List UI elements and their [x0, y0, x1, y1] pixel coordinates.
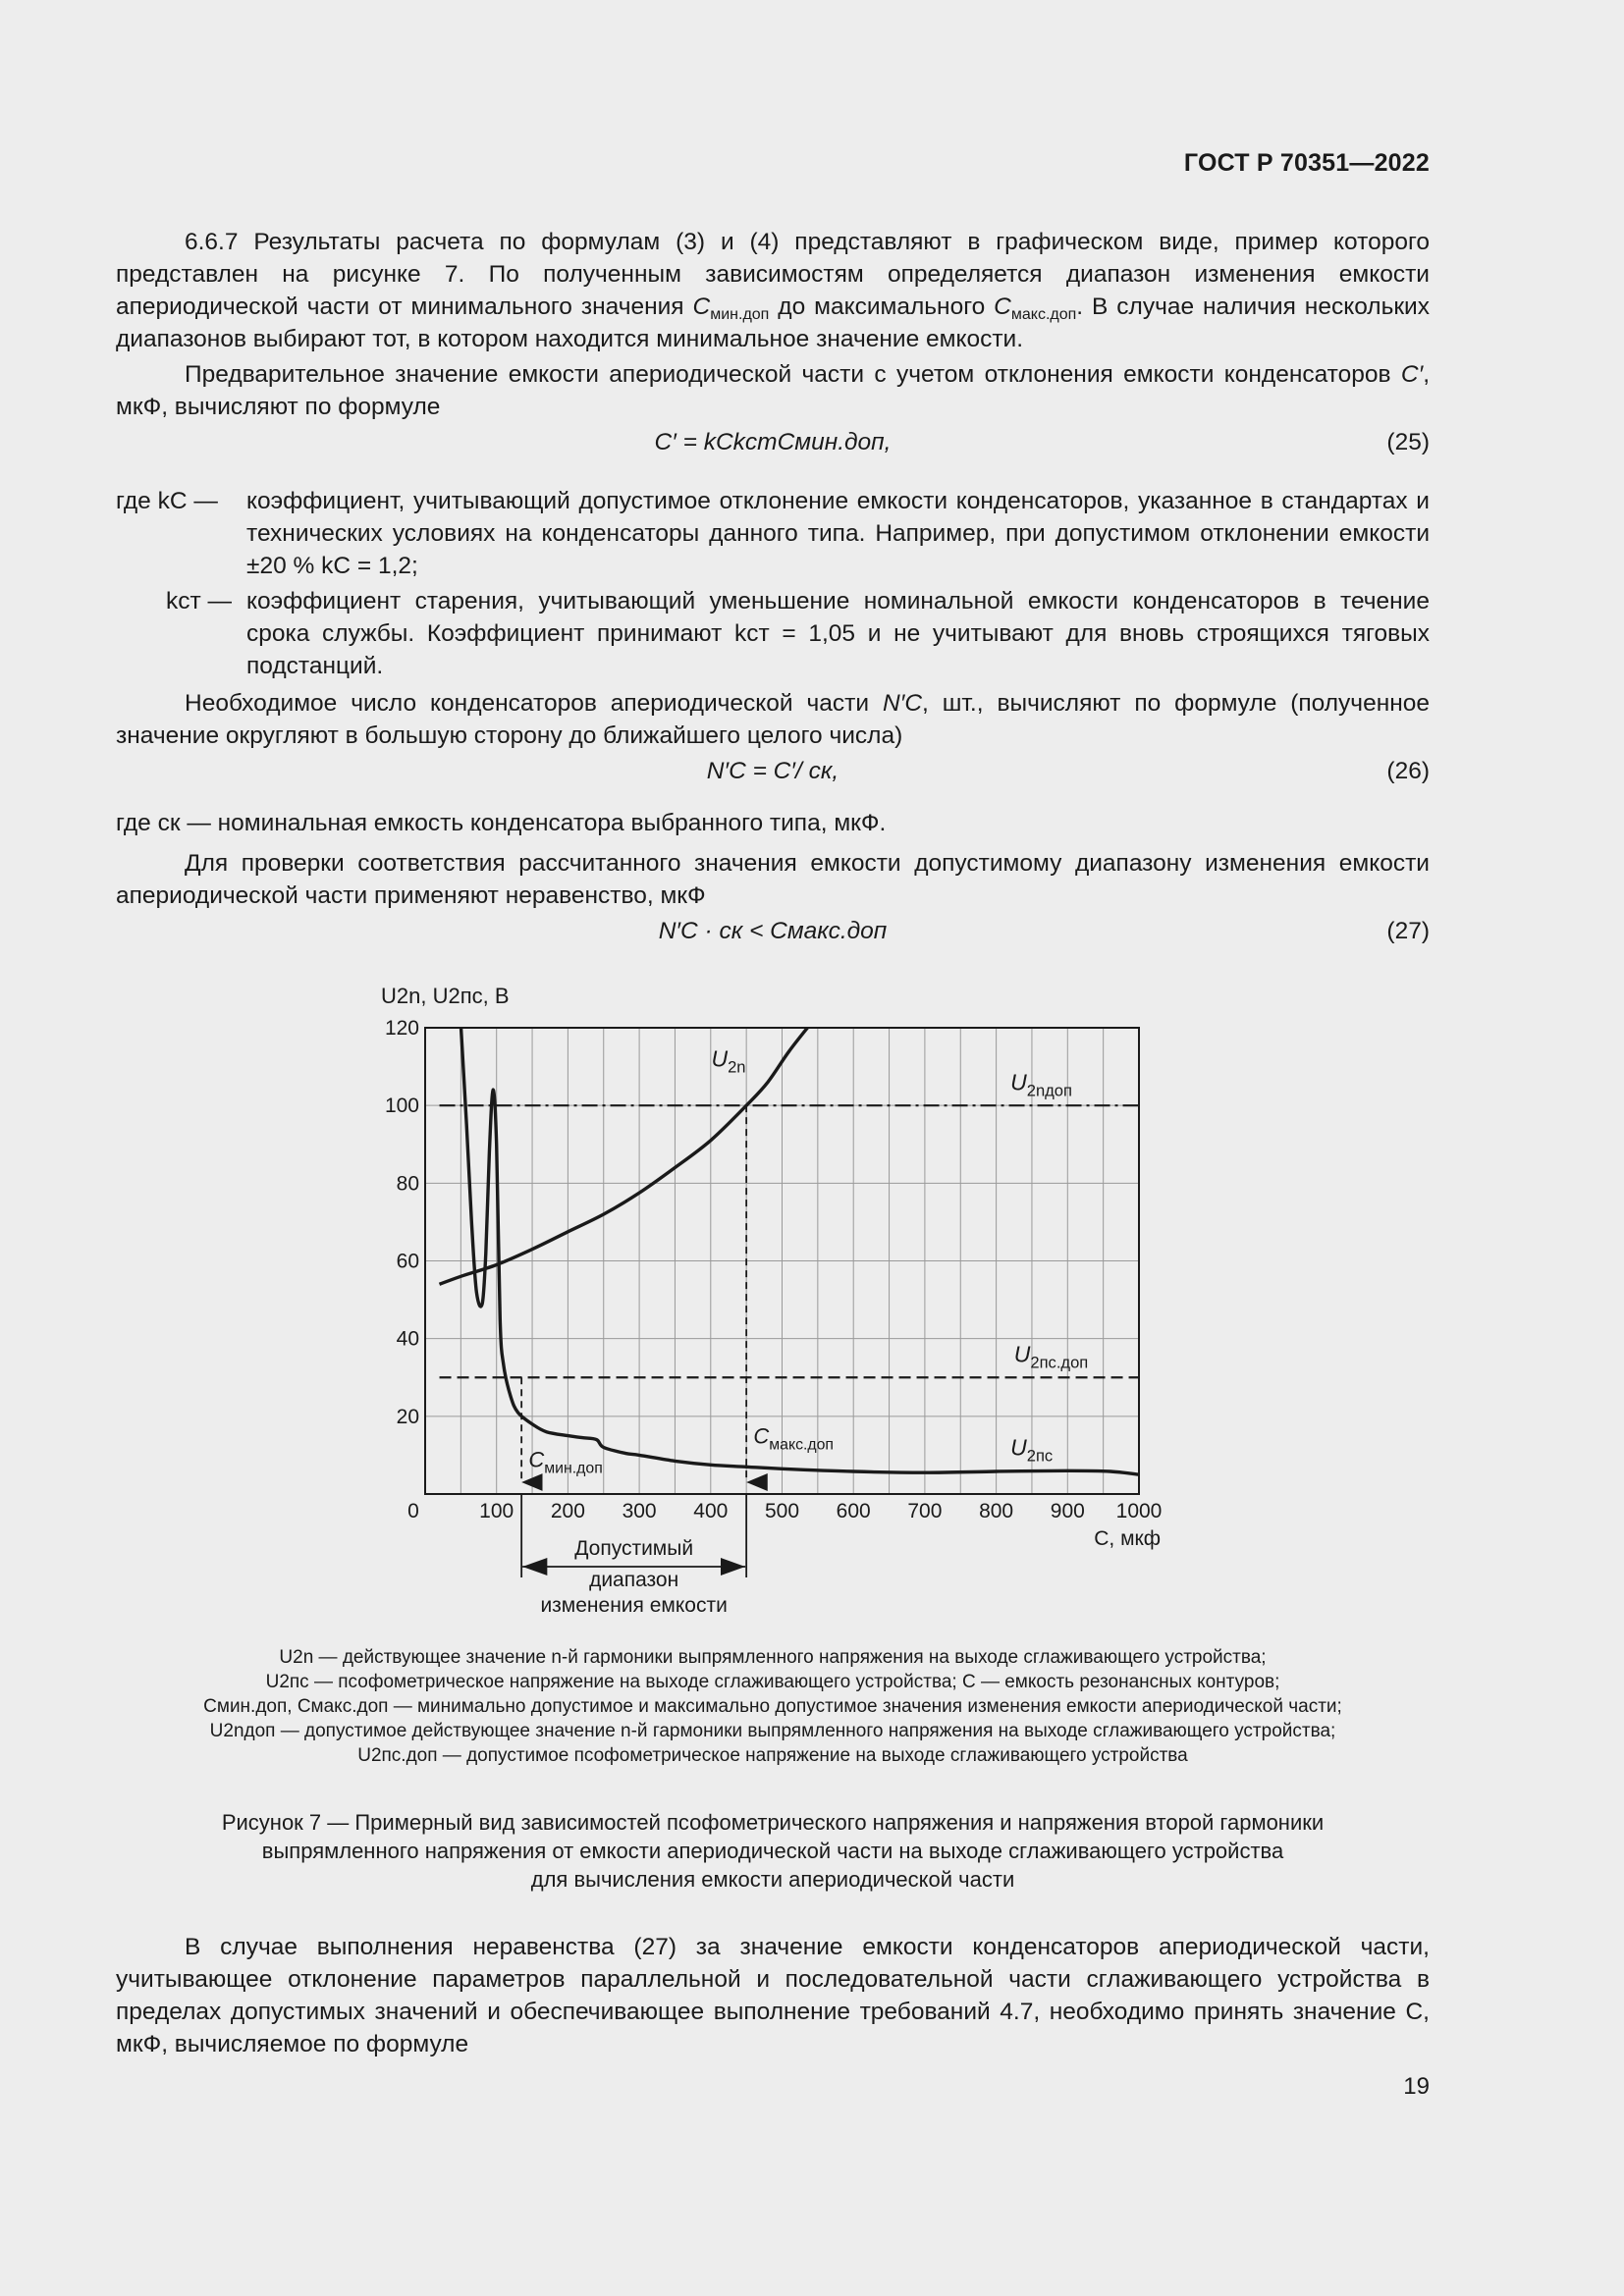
where-ck: где cк — номинальная емкость конденсатора выбранного типа, мкФ. — [116, 810, 887, 836]
y-tick-label: 20 — [396, 1405, 419, 1428]
figure-7-chart — [353, 972, 1198, 1620]
x-tick-label: 300 — [622, 1500, 657, 1522]
x-tick-label: 800 — [979, 1500, 1014, 1522]
legend-line: U2пс.доп — допустимое псофометрическое напряжение на выходе сглаживающего устройства — [357, 1745, 1188, 1766]
caption-line: Рисунок 7 — Примерный вид зависимостей псофометрического напряжения и напряжения второй гармоники — [221, 1810, 1325, 1835]
paragraph-final: В случае выполнения неравенства (27) за значение емкости конденсаторов апериодической части, учитывающее отклонение параметров параллельной и последовательной части сглаживающего устройства в пределах допустимых значений и обеспечивающее выполнение требований 4.7, необходимо принять значение C, мкФ, вычисляемое по формуле — [116, 1934, 1430, 2057]
x-tick-label: 700 — [907, 1500, 943, 1522]
where-kc: где kC — коэффициент, учитывающий допустимое отклонение емкости конденсаторов, указанное в стандартах и технических условиях на конденсаторы данного типа. Например, при допустимом отклонении емкости ±20 % kC = 1,2; — [116, 488, 1430, 579]
x-tick-label: 200 — [550, 1500, 585, 1522]
equation-26-formula: N′C = C′/ cк, — [706, 758, 839, 784]
legend-line: U2пс — псофометрическое напряжение на выходе сглаживающего устройства; C — емкость резонансных контуров; — [265, 1672, 1280, 1692]
range-label-line1: Допустимый — [574, 1537, 694, 1560]
figure-legend — [116, 1645, 1430, 1768]
caption-line: для вычисления емкости апериодической части — [530, 1867, 1015, 1892]
x-tick-label: 100 — [479, 1500, 514, 1522]
page-number: 19 — [1403, 2073, 1430, 2100]
y-tick-label: 80 — [396, 1172, 419, 1196]
equation-26-number: (26) — [1386, 758, 1430, 784]
equation-25-number: (25) — [1386, 429, 1430, 455]
label-u2psdop: $U_{2пс.доп}$ — [1013, 1341, 1089, 1372]
equation-25-formula: C′ = kCkстCмин.доп, — [654, 429, 892, 455]
equation-27-formula: N′C · cк < Cмакс.доп — [658, 918, 888, 944]
standard-header: ГОСТ Р 70351—2022 — [1183, 149, 1430, 177]
y-tick-label: 60 — [396, 1250, 419, 1273]
label-u2n: $U_{2n}$ — [711, 1045, 746, 1077]
equation-27-number: (27) — [1386, 918, 1430, 944]
label-u2ps: $U_{2пс}$ — [1010, 1434, 1054, 1466]
range-label-line2: диапазон — [589, 1569, 679, 1591]
legend-line: Cмин.доп, Cмакс.доп — минимально допустимое и максимально допустимое значения изменения емкости апериодической части; — [203, 1696, 1342, 1717]
legend-line: U2nдоп — допустимое действующее значение n-й гармоники выпрямленного напряжения на выходе сглаживающего устройства; — [209, 1721, 1336, 1741]
label-cmax: $C_{макс.доп}$ — [753, 1423, 835, 1454]
paragraph-check: Для проверки соответствия рассчитанного значения емкости допустимому диапазону изменения емкости апериодической части применяют неравенство, мкФ — [116, 850, 1430, 909]
x-tick-label: 900 — [1050, 1500, 1085, 1522]
paragraph-6-6-7: 6.6.7 Результаты расчета по формулам (3) и (4) представляют в графическом виде, пример которого представлен на рисунке 7. По полученным зависимостям определяется диапазон изменения емкости апериодической части от минимального значения $C_{мин.доп}$ до максимального $C_{макс.доп}$. В случае наличия нескольких диапазонов выбирают тот, в котором находится минимальное значение емкости. — [116, 229, 1430, 352]
paragraph-number-of-capacitors: Необходимое число конденсаторов апериодической части N′C, шт., вычисляют по формуле (полученное значение округляют в большую сторону до ближайшего целого числа) — [116, 690, 1431, 749]
y-tick-label: 40 — [396, 1327, 419, 1351]
label-cmin: $C_{мин.доп}$ — [528, 1447, 603, 1477]
y-tick-label: 100 — [384, 1095, 419, 1118]
paragraph-preliminary: Предварительное значение емкости апериодической части с учетом отклонения емкости конденсаторов C′, мкФ, вычисляют по формуле — [116, 361, 1430, 420]
reference-lines — [440, 1105, 1139, 1377]
x-tick-label: 600 — [836, 1500, 871, 1522]
y-tick-label: 120 — [384, 1017, 419, 1040]
label-u2ndop: $U_{2nдоп}$ — [1010, 1069, 1072, 1100]
equation-25 — [116, 429, 1430, 462]
equation-27 — [116, 918, 1430, 951]
range-label-line3: изменения емкости — [540, 1594, 728, 1617]
x-tick-label: 500 — [764, 1500, 800, 1522]
x-tick-label: 0 — [407, 1500, 419, 1522]
x-tick-label: 1000 — [1115, 1500, 1163, 1522]
where-kst: kст — коэффициент старения, учитывающий уменьшение номинальной емкости конденсаторов в течение срока службы. Коэффициент принимают kст = 1,05 и не учитывают для вновь строящихся тяговых подстанций. — [166, 588, 1430, 679]
legend-line: U2n — действующее значение n-й гармоники выпрямленного напряжения на выходе сглаживающего устройства; — [279, 1647, 1267, 1668]
y-axis-title: U2n, U2пс, В — [381, 984, 510, 1008]
caption-line: выпрямленного напряжения от емкости апериодической части на выходе сглаживающего устройства — [261, 1839, 1284, 1863]
equation-26 — [116, 758, 1430, 791]
x-tick-label: 400 — [693, 1500, 729, 1522]
x-axis-title: C, мкф — [1094, 1527, 1161, 1550]
figure-caption — [116, 1808, 1430, 1894]
